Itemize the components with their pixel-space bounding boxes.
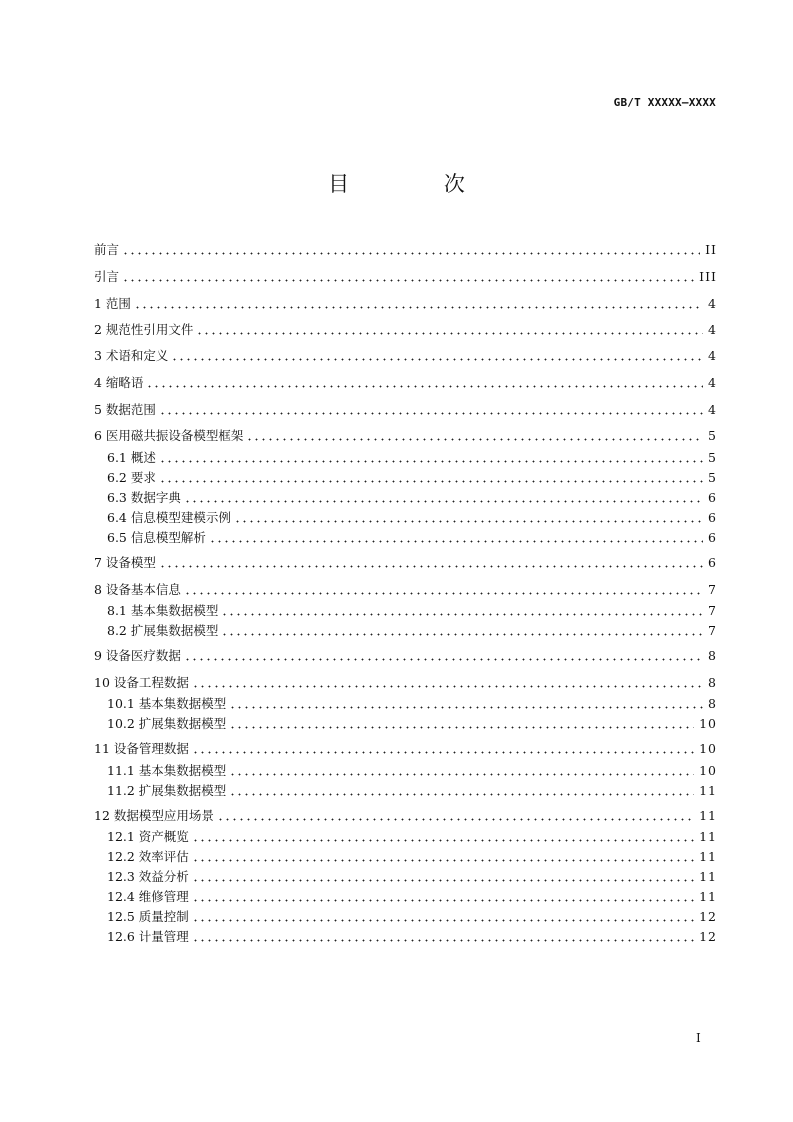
toc-entry-label: 12.1 资产概览 xyxy=(107,829,189,844)
toc-entry-label: 9 设备医疗数据 xyxy=(94,648,181,663)
toc-entry-label: 11.1 基本集数据模型 xyxy=(107,763,227,778)
toc-entry[interactable] xyxy=(107,888,717,906)
toc-entry[interactable] xyxy=(94,554,717,572)
toc-entry[interactable] xyxy=(107,449,717,467)
toc-entry[interactable] xyxy=(107,868,717,886)
toc-entry[interactable] xyxy=(107,848,717,866)
toc-dot-leader xyxy=(184,647,703,665)
toc-entry[interactable] xyxy=(107,828,717,846)
toc-entry-page: 5 xyxy=(708,450,717,465)
toc-entry-page: 7 xyxy=(708,582,717,597)
toc-entry[interactable] xyxy=(94,321,717,339)
toc-entry-label: 10.2 扩展集数据模型 xyxy=(107,716,227,731)
toc-entry-label: 8 设备基本信息 xyxy=(94,582,181,597)
toc-entry[interactable] xyxy=(94,807,717,825)
toc-dot-leader xyxy=(159,449,703,467)
toc-entry-page: 11 xyxy=(699,869,717,884)
toc-entry-label: 6.1 概述 xyxy=(107,450,156,465)
toc-dot-leader xyxy=(234,509,703,527)
toc-entry-label: 8.1 基本集数据模型 xyxy=(107,603,219,618)
toc-entry[interactable] xyxy=(94,401,717,419)
toc-entry[interactable] xyxy=(107,782,717,800)
toc-dot-leader xyxy=(209,529,703,547)
toc-entry[interactable] xyxy=(107,695,717,713)
toc-entry[interactable] xyxy=(107,489,717,507)
toc-entry-page: 11 xyxy=(699,889,717,904)
toc-entry-label: 1 范围 xyxy=(94,296,131,311)
toc-entry[interactable] xyxy=(107,469,717,487)
toc-entry-page: 5 xyxy=(708,428,717,443)
toc-entry-page: 8 xyxy=(708,696,717,711)
toc-dot-leader xyxy=(122,241,700,259)
document-code: GB/T XXXXX—XXXX xyxy=(613,96,716,109)
toc-entry-label: 10.1 基本集数据模型 xyxy=(107,696,227,711)
toc-entry[interactable] xyxy=(94,740,717,758)
toc-entry-page: 4 xyxy=(708,322,717,337)
toc-entry-label: 前言 xyxy=(94,242,120,257)
toc-dot-leader xyxy=(146,374,703,392)
toc-entry-label: 3 术语和定义 xyxy=(94,348,169,363)
toc-entry[interactable] xyxy=(107,762,717,780)
toc-dot-leader xyxy=(159,401,703,419)
page-number: I xyxy=(696,1031,701,1045)
toc-dot-leader xyxy=(217,807,694,825)
toc-dot-leader xyxy=(192,828,694,846)
toc-entry-label: 12 数据模型应用场景 xyxy=(94,808,214,823)
toc-entry[interactable] xyxy=(107,509,717,527)
toc-dot-leader xyxy=(221,602,703,620)
toc-entry-label: 12.5 质量控制 xyxy=(107,909,189,924)
toc-dot-leader xyxy=(159,554,703,572)
toc-entry-label: 6.5 信息模型解析 xyxy=(107,530,206,545)
toc-title: 目 次 xyxy=(328,172,509,196)
toc-entry-label: 12.3 效益分析 xyxy=(107,869,189,884)
toc-dot-leader xyxy=(184,581,703,599)
toc-dot-leader xyxy=(122,268,694,286)
toc-entry-label: 4 缩略语 xyxy=(94,375,144,390)
toc-entry-page: 5 xyxy=(708,470,717,485)
toc-entry[interactable] xyxy=(94,268,717,286)
toc-entry-page: 10 xyxy=(699,716,717,731)
toc-entry[interactable] xyxy=(107,715,717,733)
toc-entry[interactable] xyxy=(94,295,717,313)
toc-entry-label: 12.2 效率评估 xyxy=(107,849,189,864)
toc-entry-label: 6.2 要求 xyxy=(107,470,156,485)
toc-entry-label: 11.2 扩展集数据模型 xyxy=(107,783,227,798)
toc-dot-leader xyxy=(192,848,694,866)
toc-entry-page: 11 xyxy=(699,808,717,823)
toc-entry-label: 7 设备模型 xyxy=(94,555,156,570)
toc-entry-page: 8 xyxy=(708,648,717,663)
toc-entry-page: 4 xyxy=(708,348,717,363)
toc-entry-page: 4 xyxy=(708,375,717,390)
toc-entry-page: 4 xyxy=(708,296,717,311)
toc-entry-page: 10 xyxy=(699,741,717,756)
toc-dot-leader xyxy=(192,740,694,758)
toc-dot-leader xyxy=(229,715,694,733)
toc-entry-label: 2 规范性引用文件 xyxy=(94,322,194,337)
toc-dot-leader xyxy=(171,347,703,365)
toc-entry[interactable] xyxy=(94,241,717,259)
toc-entry[interactable] xyxy=(107,928,717,946)
toc-entry-label: 5 数据范围 xyxy=(94,402,156,417)
toc-dot-leader xyxy=(246,427,703,445)
toc-dot-leader xyxy=(229,695,703,713)
toc-entry-page: 10 xyxy=(699,763,717,778)
toc-dot-leader xyxy=(192,868,694,886)
toc-entry-page: 6 xyxy=(708,555,717,570)
toc-entry-page: 4 xyxy=(708,402,717,417)
toc-entry-label: 12.6 计量管理 xyxy=(107,929,189,944)
toc-entry-page: 6 xyxy=(708,510,717,525)
toc-dot-leader xyxy=(192,908,694,926)
toc-entry-page: 11 xyxy=(699,829,717,844)
toc-entry-page: 12 xyxy=(699,929,717,944)
toc-dot-leader xyxy=(134,295,703,313)
toc-entry[interactable] xyxy=(94,374,717,392)
toc-entry-label: 6 医用磁共振设备模型框架 xyxy=(94,428,244,443)
toc-entry-page: 7 xyxy=(708,603,717,618)
toc-entry[interactable] xyxy=(107,908,717,926)
toc-entry[interactable] xyxy=(94,647,717,665)
toc-entry-label: 8.2 扩展集数据模型 xyxy=(107,623,219,638)
toc-entry[interactable] xyxy=(107,622,717,640)
toc-dot-leader xyxy=(221,622,703,640)
toc-dot-leader xyxy=(229,782,694,800)
toc-entry-page: III xyxy=(699,269,717,284)
toc-entry[interactable] xyxy=(94,347,717,365)
toc-dot-leader xyxy=(192,888,694,906)
toc-dot-leader xyxy=(196,321,703,339)
toc-dot-leader xyxy=(159,469,703,487)
toc-entry-label: 6.4 信息模型建模示例 xyxy=(107,510,231,525)
toc-dot-leader xyxy=(184,489,703,507)
toc-entry-label: 12.4 维修管理 xyxy=(107,889,189,904)
toc-dot-leader xyxy=(192,928,694,946)
toc-entry-page: II xyxy=(705,242,717,257)
toc-entry[interactable] xyxy=(94,581,717,599)
toc-entry-page: 12 xyxy=(699,909,717,924)
toc-entry-label: 引言 xyxy=(94,269,120,284)
toc-entry-label: 11 设备管理数据 xyxy=(94,741,189,756)
toc-entry-label: 6.3 数据字典 xyxy=(107,490,181,505)
toc-entry-page: 7 xyxy=(708,623,717,638)
toc-entry[interactable] xyxy=(94,427,717,445)
toc-entry-label: 10 设备工程数据 xyxy=(94,675,189,690)
toc-entry-page: 6 xyxy=(708,490,717,505)
toc-dot-leader xyxy=(229,762,694,780)
toc-entry[interactable] xyxy=(94,674,717,692)
toc-entry[interactable] xyxy=(107,529,717,547)
toc-entry-page: 11 xyxy=(699,849,717,864)
toc-entry-page: 6 xyxy=(708,530,717,545)
toc-entry-page: 8 xyxy=(708,675,717,690)
toc-entry-page: 11 xyxy=(699,783,717,798)
toc-entry[interactable] xyxy=(107,602,717,620)
toc-dot-leader xyxy=(192,674,703,692)
